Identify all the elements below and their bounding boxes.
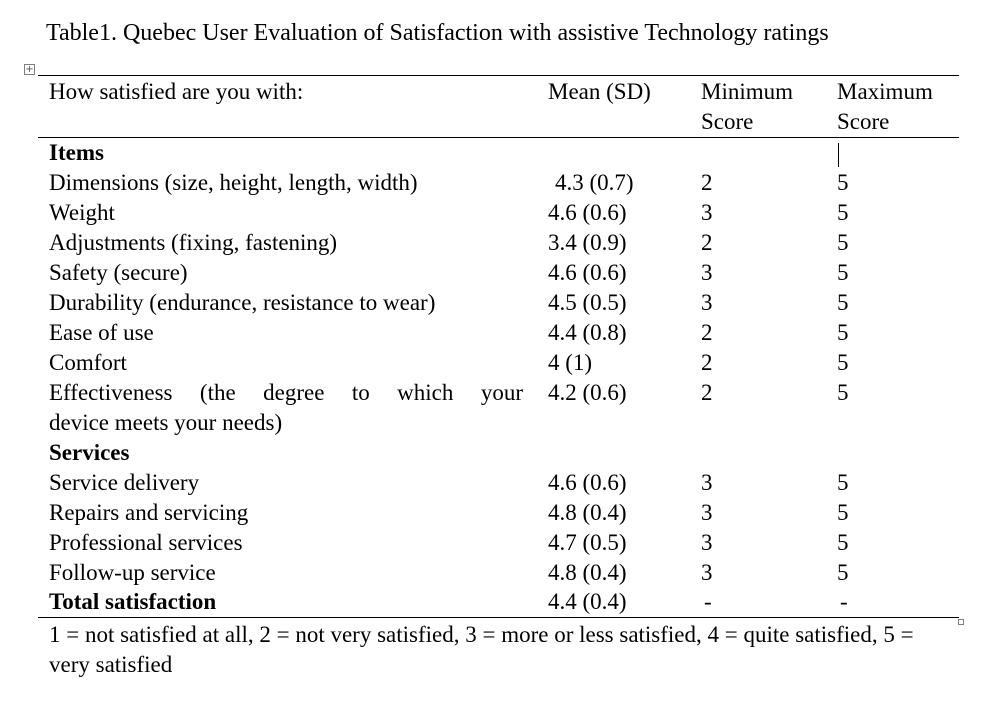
item-label: Weight	[49, 200, 115, 225]
item-min: 2	[701, 320, 713, 345]
table-bottom-rule	[38, 617, 959, 618]
service-max: 5	[837, 470, 849, 495]
total-min: -	[704, 589, 712, 614]
service-label: Service delivery	[49, 470, 200, 495]
total-max: -	[840, 589, 848, 614]
section-services: Services	[49, 440, 130, 465]
item-max: 5	[837, 230, 849, 255]
table-top-rule	[38, 75, 959, 76]
item-mean: 4 (1)	[548, 350, 593, 375]
item-min: 2	[701, 350, 713, 375]
item-label: Ease of use	[49, 320, 154, 345]
service-min: 3	[701, 470, 713, 495]
header-mean: Mean (SD)	[548, 79, 651, 104]
item-min: 3	[701, 260, 713, 285]
item-max: 5	[837, 290, 849, 315]
item-min: 2	[701, 230, 713, 255]
service-label: Professional services	[49, 530, 243, 555]
header-min-line1: Minimum	[701, 79, 794, 104]
item-max: 5	[837, 200, 849, 225]
header-max-line1: Maximum	[837, 79, 933, 104]
item-min: 2	[701, 170, 713, 195]
service-mean: 4.8 (0.4)	[548, 560, 627, 585]
item-min: 3	[701, 290, 713, 315]
text-cursor	[838, 143, 839, 167]
item-mean: 4.6 (0.6)	[548, 200, 627, 225]
table-move-handle-icon[interactable]: +	[25, 64, 34, 75]
service-min: 3	[701, 530, 713, 555]
total-label: Total satisfaction	[49, 589, 217, 614]
item-label: Durability (endurance, resistance to wear)	[49, 290, 436, 315]
table-caption: Table1. Quebec User Evaluation of Satisfaction with assistive Technology ratings	[46, 20, 829, 46]
item-label-effectiveness-line1: Effectiveness (the degree to which your	[49, 380, 523, 405]
item-min: 2	[701, 380, 713, 405]
item-mean: 4.3 (0.7)	[555, 170, 634, 195]
header-min-line2: Score	[701, 109, 754, 134]
service-mean: 4.6 (0.6)	[548, 470, 627, 495]
total-mean: 4.4 (0.4)	[548, 589, 627, 614]
item-max: 5	[837, 260, 849, 285]
service-label: Repairs and servicing	[49, 500, 249, 525]
service-max: 5	[837, 500, 849, 525]
service-min: 3	[701, 560, 713, 585]
service-min: 3	[701, 500, 713, 525]
item-label: Dimensions (size, height, length, width)	[49, 170, 418, 195]
item-label: Adjustments (fixing, fastening)	[49, 230, 338, 255]
table-header-rule	[38, 137, 959, 138]
item-label-effectiveness-line2: device meets your needs)	[49, 410, 283, 435]
table-resize-handle[interactable]	[958, 619, 964, 625]
item-label: Safety (secure)	[49, 260, 188, 285]
item-mean: 4.2 (0.6)	[548, 380, 627, 405]
service-mean: 4.8 (0.4)	[548, 500, 627, 525]
item-max: 5	[837, 170, 849, 195]
item-min: 3	[701, 200, 713, 225]
item-mean: 4.5 (0.5)	[548, 290, 627, 315]
item-label: Comfort	[49, 350, 127, 375]
header-question: How satisfied are you with:	[49, 79, 304, 104]
table-footnote: 1 = not satisfied at all, 2 = not very satisfied, 3 = more or less satisfied, 4 = quite satisfied, 5 = very satisfied	[49, 622, 914, 677]
item-mean: 3.4 (0.9)	[548, 230, 627, 255]
item-mean: 4.6 (0.6)	[548, 260, 627, 285]
service-max: 5	[837, 560, 849, 585]
service-mean: 4.7 (0.5)	[548, 530, 627, 555]
item-mean: 4.4 (0.8)	[548, 320, 627, 345]
item-max: 5	[837, 320, 849, 345]
service-label: Follow-up service	[49, 560, 216, 585]
item-max: 5	[837, 380, 849, 405]
item-max: 5	[837, 350, 849, 375]
header-max-line2: Score	[837, 109, 890, 134]
service-max: 5	[837, 530, 849, 555]
section-items: Items	[49, 140, 104, 165]
